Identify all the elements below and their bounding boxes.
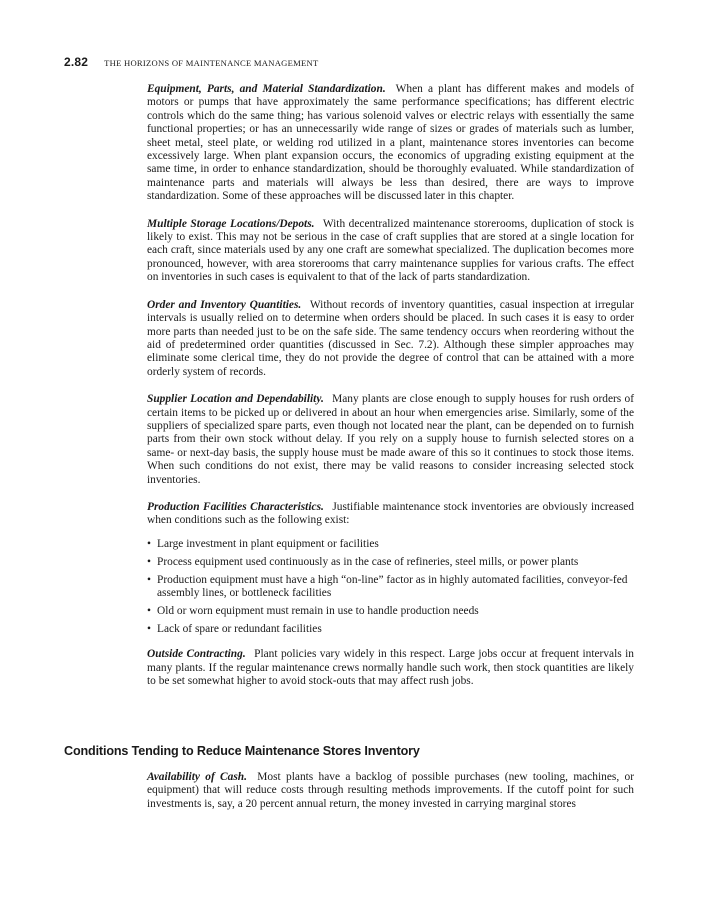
bullet-item: • Old or worn equipment must remain in use to handle production needs: [147, 605, 634, 618]
paragraph-title: Multiple Storage Locations/Depots.: [147, 217, 315, 230]
paragraph-text: Most plants have a backlog of possible purchases (new tooling, machines, or equipment) that will reduce costs through resulting methods improvements. If the cutoff point for such investments is, say, a 20 percent annual return, the money invested in carrying marginal stores: [147, 771, 634, 810]
paragraph-cash: [147, 771, 634, 811]
paragraph-text: When a plant has different makes and models of motors or pumps that have approximately the same performance specifications; has different electric controls which do the same thing; has various solenoid valves or electric relays with essentially the same functional properties; or has an unnecessarily wide range of sizes or grades of materials such as lumber, sheet metal, steel plate, or welding rod utilized in a plant, maintenance stores inventories can become excessively large. When plant expansion occurs, the economics of upgrading existing equipment at the same time, in order to enhance standardization, should be thoroughly evaluated. While standardization of maintenance parts and materials will always be less than desired, there are ways to improve standardization. Some of these approaches will be discussed later in this chapter.: [147, 83, 634, 203]
paragraph-text: Justifiable maintenance stock inventories are obviously increased when conditions such as the following exist:: [147, 500, 634, 527]
paragraph-standardization: [147, 83, 634, 204]
book-title: THE HORIZONS OF MAINTENANCE MANAGEMENT: [104, 58, 319, 68]
paragraph-text: Plant policies vary widely in this respect. Large jobs occur at frequent intervals in many plants. If the regular maintenance crews normally handle such work, then stock quantities are likely to be set somewhat higher to avoid stock-outs that may affect rush jobs.: [147, 648, 634, 688]
paragraph-supplier-location: [147, 393, 634, 487]
main-content: [147, 83, 634, 702]
paragraph-order-quantities: [147, 299, 634, 379]
paragraph-title: Equipment, Parts, and Material Standardization.: [147, 83, 386, 95]
paragraph-title: Production Facilities Characteristics.: [147, 500, 324, 513]
page-number: 2.82: [64, 55, 89, 69]
bullet-item: • Large investment in plant equipment or facilities: [147, 538, 634, 551]
paragraph-outside-contracting: [147, 648, 634, 688]
section-heading: Conditions Tending to Reduce Maintenance Stores Inventory: [64, 744, 420, 758]
section-content: [147, 771, 634, 811]
bullet-item: • Lack of spare or redundant facilities: [147, 623, 634, 636]
paragraph-storage-locations: [147, 218, 634, 285]
paragraph-production-facilities: [147, 501, 634, 528]
paragraph-title: Availability of Cash.: [147, 771, 247, 783]
paragraph-text: With decentralized maintenance storerooms, duplication of stock is likely to exist. This may not be serious in the case of craft supplies that are stored at a single location for each craft, since materials used by any one craft are somewhat specialized. The duplication becomes more pronounced, however, with area storerooms that carry maintenance supplies for various crafts. The effect on inventories in such cases is equivalent to that of the lack of parts standardization.: [147, 217, 634, 284]
paragraph-title: Order and Inventory Quantities.: [147, 298, 302, 311]
bullet-list: [147, 538, 634, 636]
paragraph-title: Supplier Location and Dependability.: [147, 393, 324, 406]
paragraph-title: Outside Contracting.: [147, 648, 246, 661]
paragraph-text: Many plants are close enough to supply houses for rush orders of certain items to be picked up or delivered in about an hour when emergencies arise. Similarly, some of the suppliers of specialized spare parts, even though not located near the plant, can be depended on to furnish parts from their own stock without delay. If you rely on a supply house to furnish selected stores on a same- or next-day basis, the supply house must be made aware of this so it continues to stock those items. When such conditions do not exist, there may be valid reasons to consider increasing selected stock inventories.: [147, 393, 634, 486]
bullet-item: • Process equipment used continuously as in the case of refineries, steel mills, or power plants: [147, 556, 634, 569]
running-head: [64, 53, 654, 71]
paragraph-text: Without records of inventory quantities, casual inspection at irregular intervals is usually relied on to determine when orders should be placed. In such cases it is easy to order more parts than needed just to be on the safe side. The same tendency occurs when reordering without the aid of predetermined order quantities (discussed in Sec. 7.2). Although these simpler approaches may eliminate some clerical time, they do not provide the degree of control that can be attained with a more orderly system of records.: [147, 298, 634, 378]
bullet-item: • Production equipment must have a high “on-line” factor as in highly automated facilities, conveyor-fed assembly lines, or bottleneck facilities: [147, 574, 634, 601]
